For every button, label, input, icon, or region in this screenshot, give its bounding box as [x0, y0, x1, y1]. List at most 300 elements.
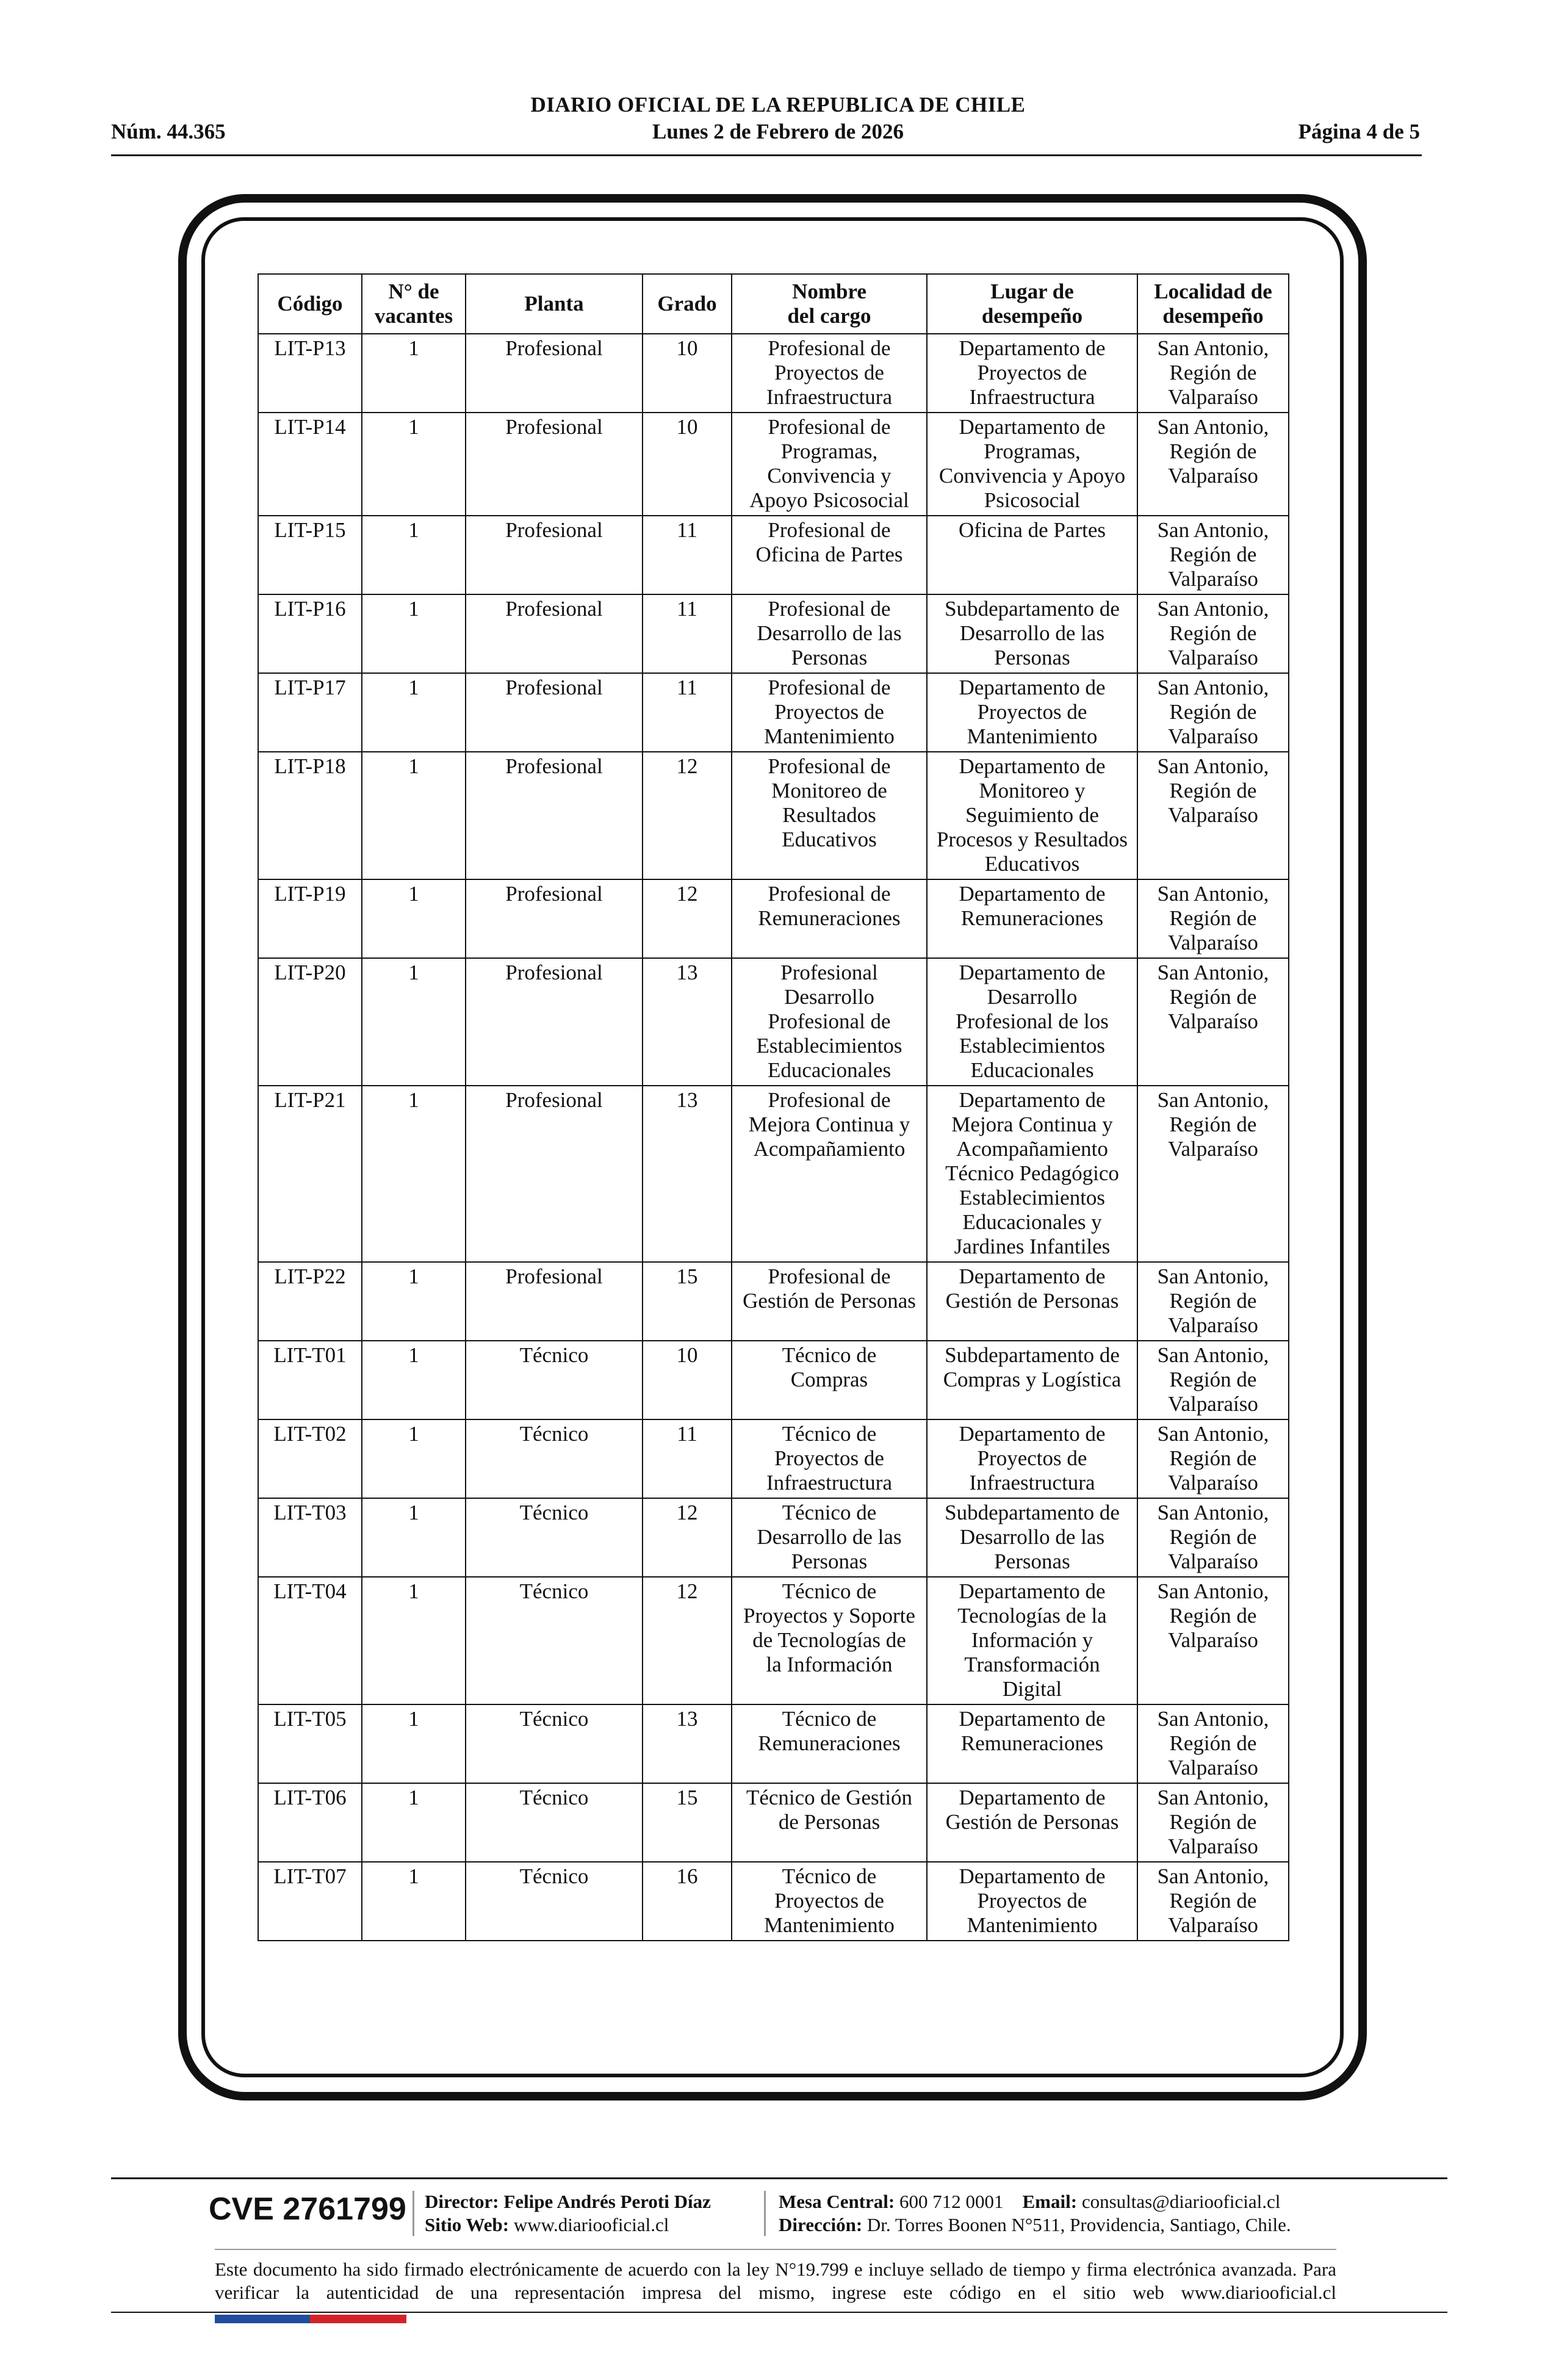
table-row: [258, 673, 1289, 752]
cell-grado: 12: [643, 879, 732, 958]
cell-localidad-line: Valparaíso: [1168, 1756, 1258, 1780]
cell-nombre-cargo: [732, 1341, 927, 1419]
cell-nombre-cargo-line: Compras: [790, 1368, 868, 1391]
table-row: [258, 1577, 1289, 1704]
cell-vacantes: 1: [362, 413, 466, 516]
cell-lugar-desempeno: [927, 879, 1137, 958]
cell-nombre-cargo: [732, 958, 927, 1086]
cell-grado: 11: [643, 673, 732, 752]
cell-localidad-line: San Antonio,: [1157, 1343, 1269, 1367]
cell-lugar-desempeno-line: Gestión de Personas: [945, 1810, 1119, 1834]
cell-nombre-cargo-line: Mantenimiento: [764, 1913, 895, 1937]
cell-lugar-desempeno: [927, 1577, 1137, 1704]
cell-grado: 10: [643, 334, 732, 413]
cell-nombre-cargo: [732, 1783, 927, 1862]
cell-localidad-line: Región de: [1169, 1889, 1257, 1913]
footer-divider-bottom: [111, 2312, 1447, 2313]
cell-grado: 11: [643, 1419, 732, 1498]
cell-nombre-cargo-line: Profesional de: [768, 676, 891, 699]
cell-nombre-cargo-line: Desarrollo de las: [757, 1525, 902, 1549]
cell-nombre-cargo-line: Profesional: [780, 961, 878, 984]
cell-lugar-desempeno-line: Desarrollo de las: [959, 1525, 1105, 1549]
flag-stripe-blue: [215, 2315, 310, 2323]
cell-lugar-desempeno-line: Mejora Continua y: [951, 1112, 1113, 1136]
cell-localidad-line: Valparaíso: [1168, 931, 1258, 954]
cell-lugar-desempeno-line: Departamento de: [959, 336, 1106, 360]
cell-localidad-line: Valparaíso: [1168, 1392, 1258, 1416]
cell-lugar-desempeno: [927, 752, 1137, 879]
cell-codigo: LIT-P18: [258, 752, 362, 879]
cell-codigo: LIT-T06: [258, 1783, 362, 1862]
header-divider: [111, 154, 1422, 156]
cell-localidad: [1137, 752, 1289, 879]
table-row: [258, 1086, 1289, 1262]
cell-nombre-cargo-line: Proyectos y Soporte: [743, 1604, 915, 1628]
footer-divider-mid: [215, 2249, 1336, 2250]
cell-vacantes: 1: [362, 673, 466, 752]
cell-localidad-line: San Antonio,: [1157, 882, 1269, 906]
cell-nombre-cargo-line: Educativos: [782, 828, 877, 851]
cell-lugar-desempeno-line: Departamento de: [959, 961, 1106, 984]
cell-planta: Técnico: [466, 1341, 643, 1419]
cell-nombre-cargo-line: Establecimientos: [756, 1034, 902, 1058]
cell-localidad-line: Valparaíso: [1168, 1834, 1258, 1858]
cell-lugar-desempeno-line: Tecnologías de la: [957, 1604, 1107, 1628]
cell-planta: Técnico: [466, 1577, 643, 1704]
cell-planta: Profesional: [466, 594, 643, 673]
cell-nombre-cargo-line: Profesional de: [768, 336, 891, 360]
website-line: Sitio Web: www.diariooficial.cl: [425, 2214, 669, 2235]
cell-nombre-cargo-line: Remuneraciones: [758, 906, 901, 930]
cell-lugar-desempeno: [927, 1783, 1137, 1862]
cell-localidad-line: Región de: [1169, 906, 1257, 930]
cell-lugar-desempeno-line: Personas: [994, 646, 1070, 669]
cell-lugar-desempeno-line: Información y: [971, 1628, 1093, 1652]
cell-lugar-desempeno-line: Acompañamiento: [956, 1137, 1108, 1161]
cell-localidad: [1137, 594, 1289, 673]
cell-lugar-desempeno-line: Proyectos de: [977, 700, 1087, 724]
cell-nombre-cargo-line: Profesional de: [768, 1009, 891, 1033]
cell-codigo: LIT-T02: [258, 1419, 362, 1498]
positions-table: [258, 273, 1289, 1941]
cell-nombre-cargo: [732, 334, 927, 413]
cell-planta: Profesional: [466, 413, 643, 516]
cell-lugar-desempeno: [927, 1704, 1137, 1783]
cell-nombre-cargo-line: Proyectos de: [774, 361, 884, 384]
cell-nombre-cargo: [732, 1498, 927, 1577]
cell-lugar-desempeno-line: Convivencia y Apoyo: [938, 464, 1126, 488]
table-row: [258, 1783, 1289, 1862]
cell-localidad-line: Región de: [1169, 1525, 1257, 1549]
cell-lugar-desempeno: [927, 413, 1137, 516]
cell-lugar-desempeno-line: Departamento de: [959, 754, 1106, 778]
table-header-row: [258, 274, 1289, 334]
cell-localidad-line: San Antonio,: [1157, 415, 1269, 439]
cell-nombre-cargo-line: Técnico de: [782, 1707, 877, 1731]
cell-localidad-line: San Antonio,: [1157, 336, 1269, 360]
cell-nombre-cargo-line: Profesional de: [768, 415, 891, 439]
cell-nombre-cargo: [732, 673, 927, 752]
cell-nombre-cargo: [732, 1577, 927, 1704]
cell-grado: 15: [643, 1783, 732, 1862]
cell-nombre-cargo-line: Infraestructura: [766, 1471, 892, 1495]
cell-localidad-line: Valparaíso: [1168, 385, 1258, 409]
cell-localidad: [1137, 1498, 1289, 1577]
cell-localidad-line: Región de: [1169, 361, 1257, 384]
cell-localidad-line: Valparaíso: [1168, 1471, 1258, 1495]
header-grado: Grado: [643, 274, 732, 334]
cell-nombre-cargo-line: Técnico de: [782, 1343, 877, 1367]
cell-localidad: [1137, 413, 1289, 516]
cell-localidad-line: Región de: [1169, 1289, 1257, 1313]
cell-lugar-desempeno-line: Oficina de Partes: [958, 518, 1106, 542]
cell-lugar-desempeno-line: Departamento de: [959, 1264, 1106, 1288]
cell-nombre-cargo-line: Técnico de: [782, 1579, 877, 1603]
cell-lugar-desempeno-line: Programas,: [984, 439, 1081, 463]
cell-localidad-line: Valparaíso: [1168, 1137, 1258, 1161]
cell-vacantes: 1: [362, 1577, 466, 1704]
cell-nombre-cargo-line: Profesional de: [768, 1264, 891, 1288]
cell-vacantes: 1: [362, 594, 466, 673]
footer-separator: [412, 2191, 414, 2236]
cell-nombre-cargo-line: Profesional de: [768, 1088, 891, 1112]
cell-planta: Técnico: [466, 1704, 643, 1783]
cell-lugar-desempeno-line: Transformación: [964, 1653, 1100, 1676]
cell-lugar-desempeno-line: Subdepartamento de: [945, 1501, 1120, 1524]
cell-localidad-line: Región de: [1169, 543, 1257, 566]
cell-planta: Profesional: [466, 879, 643, 958]
cell-codigo: LIT-P15: [258, 516, 362, 594]
cell-vacantes: 1: [362, 1704, 466, 1783]
cell-nombre-cargo-line: Profesional de: [768, 882, 891, 906]
cell-localidad-line: San Antonio,: [1157, 1264, 1269, 1288]
cell-localidad-line: Valparaíso: [1168, 1913, 1258, 1937]
cell-codigo: LIT-P21: [258, 1086, 362, 1262]
cell-vacantes: 1: [362, 516, 466, 594]
cell-nombre-cargo-line: Proyectos de: [774, 1889, 884, 1913]
cell-planta: Profesional: [466, 516, 643, 594]
cell-grado: 12: [643, 1577, 732, 1704]
cell-codigo: LIT-P14: [258, 413, 362, 516]
cell-lugar-desempeno: [927, 1498, 1137, 1577]
cell-grado: 13: [643, 1704, 732, 1783]
table-row: [258, 413, 1289, 516]
header-localidad-desempeno: Localidad de desempeño: [1137, 274, 1289, 334]
cell-lugar-desempeno-line: Proyectos de: [977, 361, 1087, 384]
cell-localidad: [1137, 1419, 1289, 1498]
cell-planta: Técnico: [466, 1862, 643, 1941]
header-planta: Planta: [466, 274, 643, 334]
cell-lugar-desempeno-line: Educacionales: [970, 1058, 1094, 1082]
cell-nombre-cargo: [732, 516, 927, 594]
cell-lugar-desempeno: [927, 1419, 1137, 1498]
cell-planta: Técnico: [466, 1498, 643, 1577]
cell-lugar-desempeno-line: Infraestructura: [969, 385, 1095, 409]
header-date: Lunes 2 de Febrero de 2026: [652, 120, 904, 143]
cell-localidad-line: San Antonio,: [1157, 754, 1269, 778]
cell-grado: 12: [643, 752, 732, 879]
cell-localidad: [1137, 1341, 1289, 1419]
cell-grado: 15: [643, 1262, 732, 1341]
cell-localidad-line: Valparaíso: [1168, 803, 1258, 827]
cell-localidad-line: Región de: [1169, 700, 1257, 724]
cell-vacantes: 1: [362, 1498, 466, 1577]
cell-lugar-desempeno-line: Departamento de: [959, 1422, 1106, 1446]
cell-lugar-desempeno: [927, 1341, 1137, 1419]
cell-codigo: LIT-T04: [258, 1577, 362, 1704]
cell-lugar-desempeno: [927, 1862, 1137, 1941]
header-nombre-cargo: Nombre del cargo: [732, 274, 927, 334]
cell-nombre-cargo-line: de Personas: [778, 1810, 881, 1834]
cell-localidad: [1137, 1783, 1289, 1862]
cell-nombre-cargo-line: Mejora Continua y: [748, 1112, 910, 1136]
cell-localidad-line: Región de: [1169, 779, 1257, 802]
cell-lugar-desempeno-line: Compras y Logística: [943, 1368, 1122, 1391]
cell-localidad-line: Región de: [1169, 439, 1257, 463]
cell-lugar-desempeno-line: Seguimiento de: [965, 803, 1099, 827]
cell-lugar-desempeno-line: Departamento de: [959, 1864, 1106, 1888]
footer-separator: [764, 2191, 766, 2236]
cell-planta: Profesional: [466, 334, 643, 413]
cell-localidad-line: Valparaíso: [1168, 567, 1258, 591]
cell-lugar-desempeno: [927, 673, 1137, 752]
positions-table-container: [258, 273, 1289, 1941]
cell-nombre-cargo-line: Educacionales: [767, 1058, 891, 1082]
cell-grado: 13: [643, 958, 732, 1086]
cell-localidad-line: Región de: [1169, 1604, 1257, 1628]
cell-localidad-line: Región de: [1169, 1446, 1257, 1470]
cell-localidad-line: San Antonio,: [1157, 1422, 1269, 1446]
website-link[interactable]: www.diariooficial.cl: [513, 2214, 669, 2235]
cell-grado: 12: [643, 1498, 732, 1577]
cell-lugar-desempeno: [927, 1262, 1137, 1341]
cell-codigo: LIT-P16: [258, 594, 362, 673]
cell-lugar-desempeno-line: Mantenimiento: [967, 1913, 1098, 1937]
contact-line: Mesa Central: 600 712 0001 Email: consultas@diariooficial.cl: [779, 2191, 1281, 2212]
cell-lugar-desempeno-line: Jardines Infantiles: [954, 1235, 1111, 1258]
table-row: [258, 958, 1289, 1086]
cell-localidad-line: San Antonio,: [1157, 1786, 1269, 1809]
cell-localidad-line: San Antonio,: [1157, 676, 1269, 699]
cell-vacantes: 1: [362, 1419, 466, 1498]
cell-localidad: [1137, 334, 1289, 413]
cell-lugar-desempeno-line: Establecimientos: [959, 1186, 1106, 1210]
cell-nombre-cargo-line: Apoyo Psicosocial: [749, 488, 909, 512]
cell-vacantes: 1: [362, 1341, 466, 1419]
table-row: [258, 594, 1289, 673]
cell-localidad-line: San Antonio,: [1157, 1864, 1269, 1888]
cell-nombre-cargo-line: Desarrollo: [784, 985, 874, 1009]
cell-nombre-cargo-line: Profesional de: [768, 518, 891, 542]
cell-nombre-cargo: [732, 413, 927, 516]
cell-nombre-cargo-line: Proyectos de: [774, 1446, 884, 1470]
cell-localidad-line: San Antonio,: [1157, 518, 1269, 542]
table-row: [258, 879, 1289, 958]
cell-nombre-cargo-line: Técnico de Gestión: [746, 1786, 913, 1809]
cell-lugar-desempeno: [927, 594, 1137, 673]
cell-lugar-desempeno-line: Remuneraciones: [960, 906, 1104, 930]
cell-lugar-desempeno-line: Procesos y Resultados: [936, 828, 1128, 851]
cell-nombre-cargo-line: Desarrollo de las: [757, 621, 902, 645]
cell-grado: 11: [643, 516, 732, 594]
cell-nombre-cargo: [732, 752, 927, 879]
cell-lugar-desempeno-line: Infraestructura: [969, 1471, 1095, 1495]
cell-lugar-desempeno-line: Departamento de: [959, 1786, 1106, 1809]
cell-grado: 10: [643, 413, 732, 516]
cell-nombre-cargo-line: la Información: [766, 1653, 893, 1676]
header-lugar-desempeno: Lugar de desempeño: [927, 274, 1137, 334]
cell-nombre-cargo-line: Monitoreo de: [771, 779, 887, 802]
cve-code: CVE 2761799: [209, 2191, 406, 2227]
cell-lugar-desempeno-line: Digital: [1002, 1677, 1062, 1701]
cell-grado: 11: [643, 594, 732, 673]
cell-nombre-cargo-line: Personas: [791, 1549, 868, 1573]
cell-lugar-desempeno-line: Desarrollo: [987, 985, 1078, 1009]
table-row: [258, 334, 1289, 413]
cell-lugar-desempeno-line: Mantenimiento: [967, 724, 1098, 748]
cell-codigo: LIT-T05: [258, 1704, 362, 1783]
cell-localidad-line: Región de: [1169, 985, 1257, 1009]
cell-localidad-line: Valparaíso: [1168, 1628, 1258, 1652]
cell-nombre-cargo-line: Profesional de: [768, 754, 891, 778]
cell-planta: Técnico: [466, 1419, 643, 1498]
cell-localidad: [1137, 673, 1289, 752]
cell-vacantes: 1: [362, 879, 466, 958]
cell-localidad-line: Región de: [1169, 1368, 1257, 1391]
cell-lugar-desempeno-line: Proyectos de: [977, 1446, 1087, 1470]
cell-codigo: LIT-P13: [258, 334, 362, 413]
cell-localidad: [1137, 516, 1289, 594]
cell-nombre-cargo-line: Técnico de: [782, 1422, 877, 1446]
cell-localidad-line: San Antonio,: [1157, 1707, 1269, 1731]
cell-lugar-desempeno: [927, 334, 1137, 413]
table-row: [258, 1419, 1289, 1498]
cell-localidad-line: Valparaíso: [1168, 1313, 1258, 1337]
cell-lugar-desempeno-line: Desarrollo de las: [959, 621, 1105, 645]
cell-vacantes: 1: [362, 1783, 466, 1862]
cell-codigo: LIT-P19: [258, 879, 362, 958]
cell-localidad-line: Valparaíso: [1168, 724, 1258, 748]
cell-lugar-desempeno-line: Subdepartamento de: [945, 1343, 1120, 1367]
cell-vacantes: 1: [362, 752, 466, 879]
cell-lugar-desempeno-line: Proyectos de: [977, 1889, 1087, 1913]
cell-lugar-desempeno: [927, 516, 1137, 594]
cell-lugar-desempeno-line: Subdepartamento de: [945, 597, 1120, 621]
cell-planta: Profesional: [466, 1262, 643, 1341]
cell-localidad: [1137, 1086, 1289, 1262]
cell-planta: Profesional: [466, 958, 643, 1086]
cell-localidad-line: Valparaíso: [1168, 1009, 1258, 1033]
flag-stripe-red: [310, 2315, 406, 2323]
cell-nombre-cargo: [732, 1704, 927, 1783]
cell-nombre-cargo-line: Convivencia y: [767, 464, 891, 488]
cell-nombre-cargo-line: Infraestructura: [766, 385, 892, 409]
cell-codigo: LIT-T07: [258, 1862, 362, 1941]
cell-vacantes: 1: [362, 1086, 466, 1262]
cell-localidad-line: Región de: [1169, 1112, 1257, 1136]
cell-codigo: LIT-P22: [258, 1262, 362, 1341]
cell-nombre-cargo: [732, 1262, 927, 1341]
page-number: Página 4 de 5: [1298, 120, 1420, 143]
cell-nombre-cargo-line: Técnico de: [782, 1501, 877, 1524]
table-row: [258, 1704, 1289, 1783]
cell-lugar-desempeno-line: Gestión de Personas: [945, 1289, 1119, 1313]
cell-localidad-line: San Antonio,: [1157, 1501, 1269, 1524]
cell-nombre-cargo: [732, 879, 927, 958]
cell-vacantes: 1: [362, 1262, 466, 1341]
cell-localidad-line: Región de: [1169, 1810, 1257, 1834]
header-title: DIARIO OFICIAL DE LA REPUBLICA DE CHILE: [530, 93, 1026, 117]
table-row: [258, 752, 1289, 879]
cell-localidad-line: Región de: [1169, 1731, 1257, 1755]
cell-localidad: [1137, 1577, 1289, 1704]
cell-lugar-desempeno-line: Personas: [994, 1549, 1070, 1573]
cell-grado: 16: [643, 1862, 732, 1941]
cell-lugar-desempeno-line: Departamento de: [959, 1707, 1106, 1731]
cell-nombre-cargo-line: Resultados: [782, 803, 876, 827]
cell-nombre-cargo-line: Técnico de: [782, 1864, 877, 1888]
cell-lugar-desempeno-line: Departamento de: [959, 882, 1106, 906]
cell-vacantes: 1: [362, 1862, 466, 1941]
table-body: [258, 334, 1289, 1941]
cell-nombre-cargo-line: Remuneraciones: [758, 1731, 901, 1755]
header-vacantes: N° de vacantes: [362, 274, 466, 334]
table-row: [258, 1262, 1289, 1341]
director-line: Director: Felipe Andrés Peroti Díaz: [425, 2191, 711, 2212]
cell-nombre-cargo-line: Acompañamiento: [753, 1137, 906, 1161]
cell-localidad: [1137, 958, 1289, 1086]
cell-planta: Profesional: [466, 673, 643, 752]
email-link[interactable]: consultas@diariooficial.cl: [1081, 2191, 1281, 2212]
cell-lugar-desempeno-line: Monitoreo y: [979, 779, 1086, 802]
cell-nombre-cargo-line: Programas,: [780, 439, 878, 463]
issue-number: Núm. 44.365: [111, 120, 226, 143]
cell-localidad: [1137, 1704, 1289, 1783]
table-row: [258, 516, 1289, 594]
cell-localidad-line: San Antonio,: [1157, 1579, 1269, 1603]
cell-localidad: [1137, 1862, 1289, 1941]
cell-localidad-line: Valparaíso: [1168, 464, 1258, 488]
cell-nombre-cargo: [732, 594, 927, 673]
cell-localidad-line: Región de: [1169, 621, 1257, 645]
cell-nombre-cargo-line: de Tecnologías de: [752, 1628, 906, 1652]
cell-localidad-line: San Antonio,: [1157, 597, 1269, 621]
cell-codigo: LIT-T01: [258, 1341, 362, 1419]
cell-localidad: [1137, 879, 1289, 958]
cell-nombre-cargo-line: Personas: [791, 646, 868, 669]
cell-codigo: LIT-P17: [258, 673, 362, 752]
cell-lugar-desempeno-line: Establecimientos: [959, 1034, 1106, 1058]
cell-lugar-desempeno-line: Educacionales y: [962, 1210, 1102, 1234]
table-row: [258, 1862, 1289, 1941]
cell-codigo: LIT-P20: [258, 958, 362, 1086]
header-codigo: Código: [258, 274, 362, 334]
cell-grado: 13: [643, 1086, 732, 1262]
cell-nombre-cargo-line: Oficina de Partes: [755, 543, 903, 566]
cell-planta: Técnico: [466, 1783, 643, 1862]
cell-nombre-cargo-line: Proyectos de: [774, 700, 884, 724]
cell-lugar-desempeno: [927, 1086, 1137, 1262]
cell-lugar-desempeno-line: Profesional de los: [956, 1009, 1109, 1033]
cell-lugar-desempeno-line: Remuneraciones: [960, 1731, 1104, 1755]
signature-disclaimer: Este documento ha sido firmado electrónicamente de acuerdo con la ley N°19.799 e incluye sellado de tiempo y firma electrónica avanzada. Para verificar la autenticidad de una representación impresa del mismo, ingrese este código en el sitio web www.diariooficial.cl: [215, 2259, 1336, 2303]
cell-grado: 10: [643, 1341, 732, 1419]
cell-lugar-desempeno-line: Psicosocial: [984, 488, 1081, 512]
table-row: [258, 1498, 1289, 1577]
cell-localidad-line: San Antonio,: [1157, 961, 1269, 984]
cell-lugar-desempeno: [927, 958, 1137, 1086]
cell-planta: Profesional: [466, 752, 643, 879]
